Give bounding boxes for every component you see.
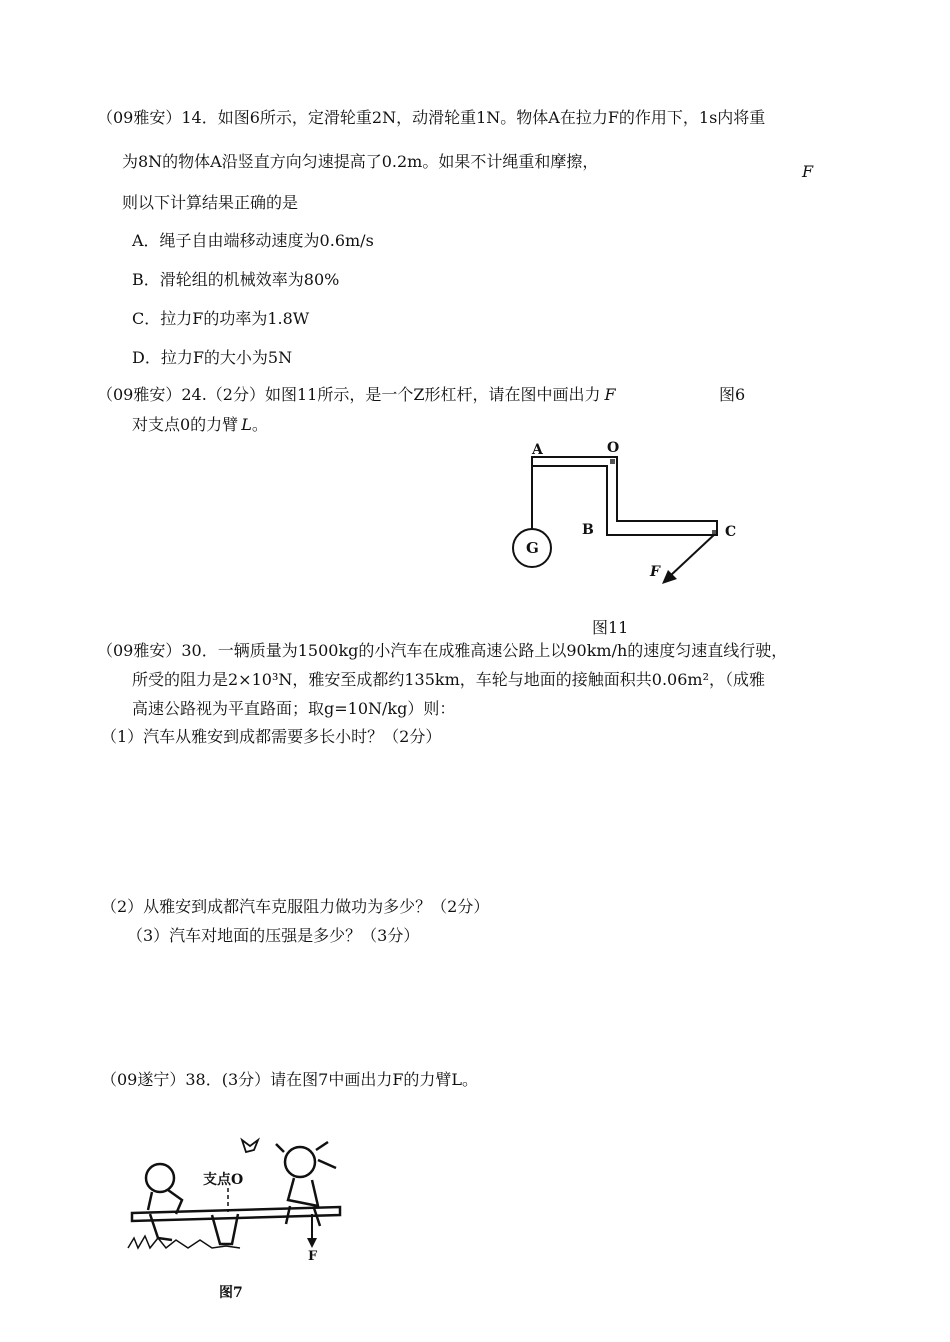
label-c: C (725, 524, 737, 540)
force-arrow-shaft (670, 533, 716, 576)
q24-line2-var: L (241, 415, 252, 434)
girl-head (285, 1147, 315, 1177)
girl-body (286, 1178, 320, 1226)
ground-grass (128, 1236, 240, 1248)
fulcrum-label: 支点O (203, 1172, 244, 1188)
label-f: F (650, 564, 660, 580)
q14-line2: 为8N的物体A沿竖直方向匀速提高了0.2m。如果不计绳重和摩擦， (122, 152, 599, 171)
figure-11-caption: 图11 (592, 618, 629, 637)
q30-sub1: （1）汽车从雅安到成都需要多长小时？（2分） (101, 727, 442, 746)
label-o: O (607, 440, 620, 456)
q24-line2-text: 对支点0的力臂 (132, 415, 239, 434)
point-c-mark (712, 530, 716, 534)
boy-body (148, 1190, 182, 1240)
label-b: B (582, 522, 594, 538)
seesaw-force-label: F (308, 1249, 318, 1264)
q14-option-b: B．滑轮组的机械效率为80% (132, 270, 340, 289)
q30-line1: （09雅安）30．一辆质量为1500kg的小汽车在成雅高速公路上以90km/h的速度匀速直线行驶， (97, 641, 788, 660)
girl-hair (276, 1142, 336, 1168)
force-arrow-head (662, 570, 677, 584)
bird-doodle (242, 1140, 258, 1152)
q24-line1-text: （09雅安）24.（2分）如图11所示，是一个Z形杠杆，请在图中画出力 (97, 385, 601, 404)
z-lever-outline (532, 457, 717, 535)
q24-line1 (97, 385, 616, 405)
pivot-mark (610, 459, 615, 464)
q14-force-label: F (802, 162, 814, 181)
q14-option-d: D．拉力F的大小为5N (132, 348, 293, 367)
label-g: G (526, 539, 539, 557)
q14-option-a: A．绳子自由端移动速度为0.6m/s (132, 231, 374, 250)
q14-line3: 则以下计算结果正确的是 (122, 193, 299, 212)
q14-option-c: C．拉力F的功率为1.8W (132, 309, 310, 328)
q24-line2-post: 。 (251, 415, 268, 434)
fulcrum-post (212, 1214, 238, 1244)
q38-line1: （09遂宁）38．(3分）请在图7中画出力F的力臂L。 (101, 1070, 479, 1089)
q30-line3: 高速公路视为平直路面；取g=10N/kg）则： (132, 699, 456, 718)
figure-7-caption: 图7 (219, 1285, 243, 1301)
q24-line2 (132, 415, 268, 435)
boy-head (146, 1164, 174, 1192)
q24-line1-var: F (604, 385, 616, 404)
seesaw-board (132, 1207, 340, 1221)
q30-line2: 所受的阻力是2×10³N，雅安至成都约135km，车轮与地面的接触面积共0.06m²，（成雅 (132, 670, 765, 689)
q14-figure-label: 图6 (719, 385, 746, 404)
q14-line1: （09雅安）14．如图6所示，定滑轮重2N，动滑轮重1N。物体A在拉力F的作用下，1s内将重 (97, 108, 766, 127)
label-a: A (532, 442, 543, 458)
q30-sub3: （3）汽车对地面的压强是多少？（3分） (127, 926, 420, 945)
q30-sub2: （2）从雅安到成都汽车克服阻力做功为多少？（2分） (101, 897, 490, 916)
